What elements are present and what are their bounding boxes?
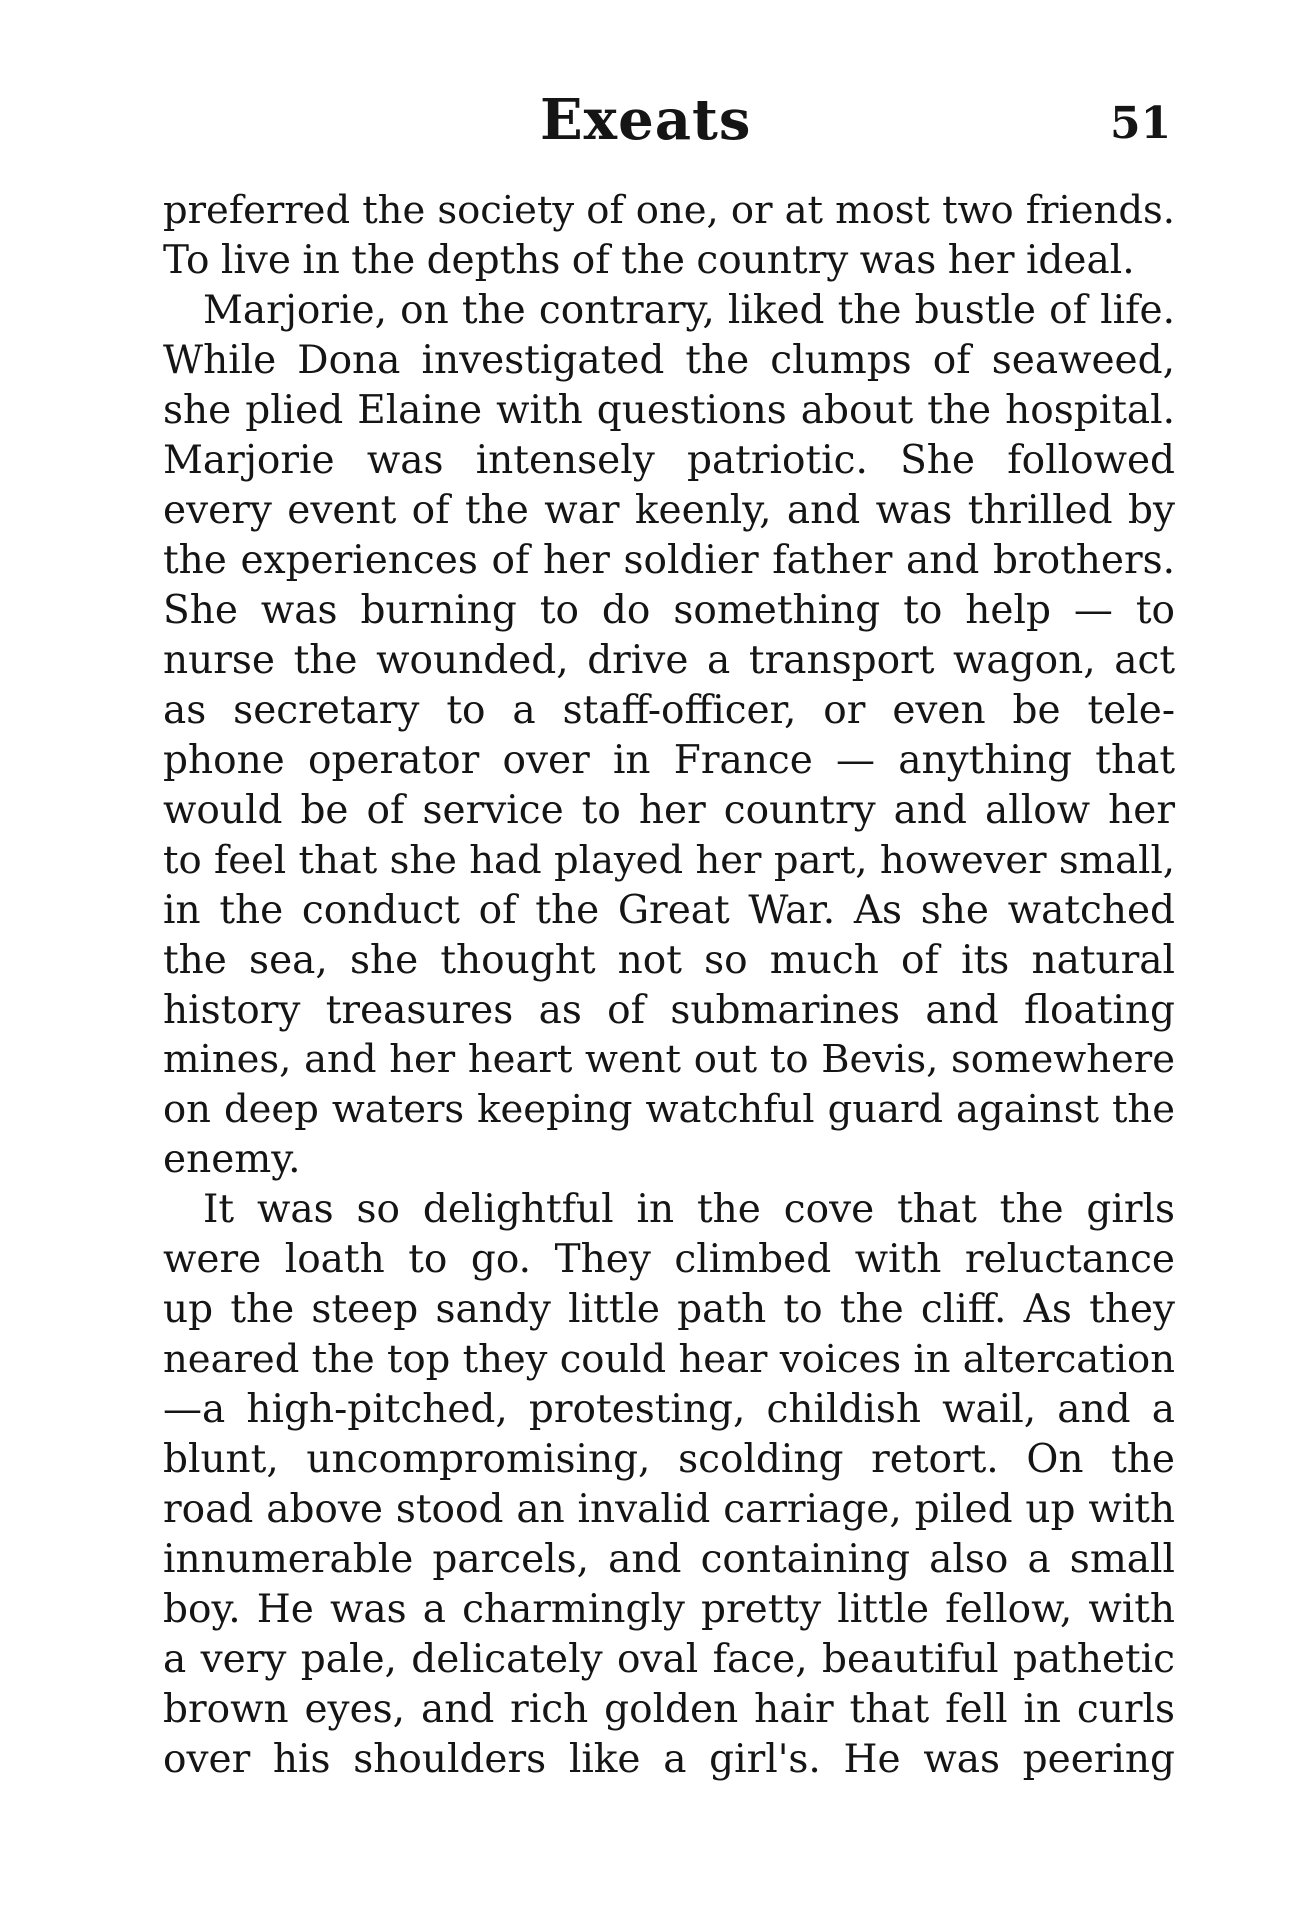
text-line: enemy. <box>163 1137 301 1183</box>
text-line: road above stood an invalid carriage, piled up with <box>163 1487 1175 1533</box>
text-line: in the conduct of the Great War. As she watched <box>163 887 1175 933</box>
text-line: While Dona investigated the clumps of seaweed, <box>163 337 1175 383</box>
text-line: she plied Elaine with questions about the hospital. <box>163 387 1175 433</box>
text-line: To live in the depths of the country was her ideal. <box>163 237 1135 283</box>
text-line: nurse the wounded, drive a transport wagon, act <box>163 637 1175 683</box>
chapter-title: Exeats <box>540 87 752 153</box>
text-line: neared the top they could hear voices in altercation <box>163 1337 1175 1383</box>
text-line: blunt, uncompromising, scolding retort. On the <box>163 1437 1175 1483</box>
running-head <box>0 85 1306 155</box>
text-line: up the steep sandy little path to the cliff. As they <box>163 1287 1175 1333</box>
text-line: preferred the society of one, or at most two friends. <box>163 188 1175 233</box>
page-number: 51 <box>1110 98 1172 149</box>
text-line: It was so delightful in the cove that the girls <box>203 1187 1175 1233</box>
text-line: mines, and her heart went out to Bevis, somewhere <box>163 1037 1175 1083</box>
text-line: —a high-pitched, protesting, childish wail, and a <box>163 1387 1175 1433</box>
text-line: phone operator over in France — anything that <box>163 737 1175 783</box>
text-line: Marjorie was intensely patriotic. She followed <box>163 437 1175 483</box>
text-line: boy. He was a charmingly pretty little fellow, with <box>163 1587 1175 1633</box>
text-line: Marjorie, on the contrary, liked the bustle of life. <box>203 287 1175 333</box>
text-line: brown eyes, and rich golden hair that fell in curls <box>163 1687 1175 1733</box>
body-text <box>163 186 1175 1785</box>
text-line: were loath to go. They climbed with reluctance <box>163 1237 1175 1283</box>
text-line: to feel that she had played her part, however small, <box>163 837 1175 883</box>
text-line: over his shoulders like a girl's. He was peering <box>163 1737 1175 1783</box>
text-line: would be of service to her country and allow her <box>163 787 1175 833</box>
text-line: the experiences of her soldier father and brothers. <box>163 537 1175 583</box>
text-line: every event of the war keenly, and was thrilled by <box>163 487 1175 533</box>
text-line: innumerable parcels, and containing also a small <box>163 1537 1175 1583</box>
text-line: as secretary to a staff-officer, or even be tele- <box>163 687 1175 733</box>
text-line: a very pale, delicately oval face, beautiful pathetic <box>163 1637 1175 1683</box>
text-line: on deep waters keeping watchful guard against the <box>163 1087 1175 1133</box>
text-line: the sea, she thought not so much of its natural <box>163 937 1175 983</box>
text-line: history treasures as of submarines and floating <box>163 987 1175 1033</box>
text-line: She was burning to do something to help — to <box>163 587 1175 633</box>
